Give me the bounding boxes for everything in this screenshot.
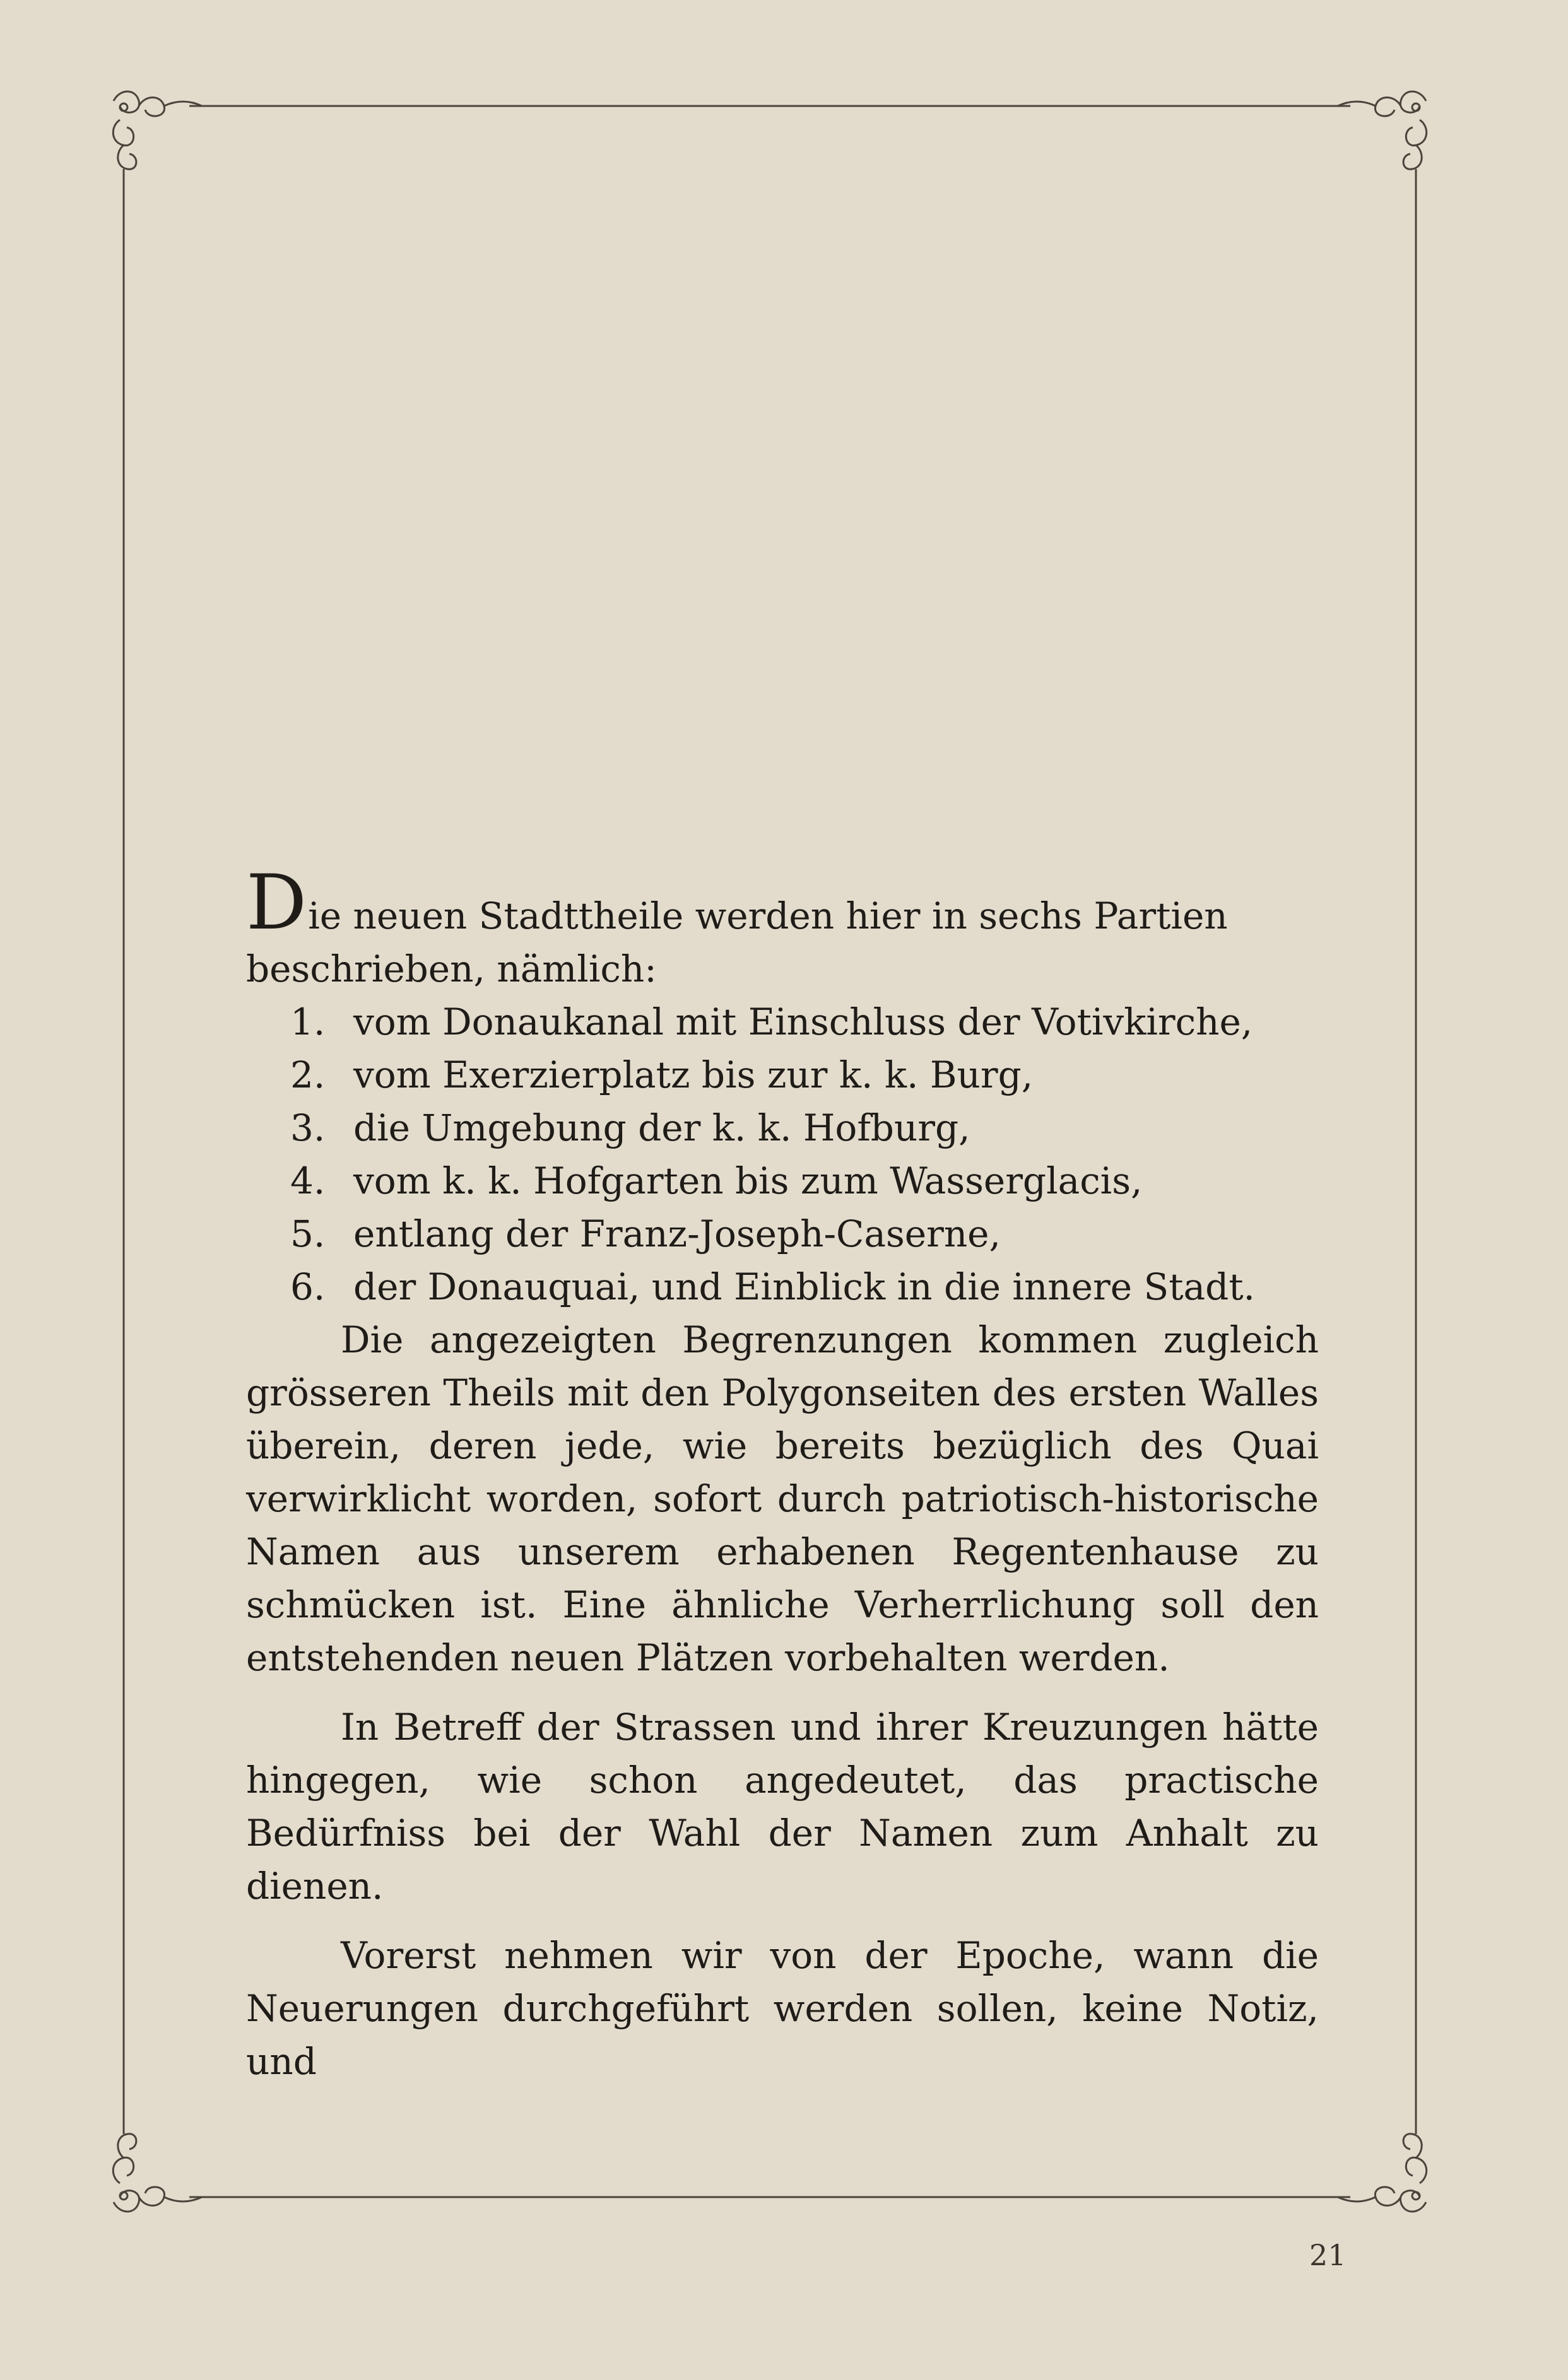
corner-ornament-bottom-left-icon [113, 2107, 215, 2212]
page-number: 21 [1309, 2238, 1347, 2272]
list-item [246, 1101, 1319, 1154]
paragraph-epoch: Vorerst nehmen wir von der Epoche, wann die Neuerungen durchgeführt werden sollen, keine Notiz, und [246, 1934, 1319, 2083]
intro-paragraph [246, 859, 1319, 995]
list-number: 1. [290, 1000, 326, 1043]
list-text: vom Donaukanal mit Einschluss der Votivkirche, [353, 1000, 1253, 1043]
corner-ornament-top-right-icon [1325, 91, 1427, 189]
list-text: vom Exerzierplatz bis zur k. k. Burg, [353, 1053, 1034, 1096]
list-number: 4. [290, 1159, 326, 1202]
list-text: entlang der Franz-Joseph-Caserne, [353, 1212, 1001, 1255]
list-number: 2. [290, 1053, 326, 1096]
list-item [246, 1048, 1319, 1101]
list-text: vom k. k. Hofgarten bis zum Wasserglacis, [353, 1159, 1143, 1202]
body-text [246, 859, 1319, 2088]
corner-ornament-bottom-right-icon [1325, 2107, 1427, 2212]
paragraph-streets: In Betreff der Strassen und ihrer Kreuzungen hätte hingegen, wie schon angedeutet, das practische Bedürfniss bei der Wahl der Namen zum Anhalt zu dienen. [246, 1706, 1319, 1908]
list-text: der Donauquai, und Einblick in die innere Stadt. [353, 1265, 1255, 1308]
intro-text: ie neuen Stadttheile werden hier in sechs Partien beschrieben, nämlich: [246, 894, 1228, 990]
list-number: 6. [290, 1265, 326, 1308]
list-item [246, 1207, 1319, 1260]
list-text: die Umgebung der k. k. Hofburg, [353, 1106, 970, 1149]
drop-cap: D [246, 859, 307, 947]
list-item [246, 995, 1319, 1048]
list-item [246, 1260, 1319, 1313]
list-number: 3. [290, 1106, 326, 1149]
corner-ornament-top-left-icon [113, 91, 215, 189]
list-item [246, 1154, 1319, 1207]
paragraph-boundaries: Die angezeigten Begrenzungen kommen zugleich grösseren Theils mit den Polygonseiten des ersten Walles überein, deren jede, wie bereits bezüglich des Quai verwirklicht worden, sofort durch patriotisch-historische Namen aus unserem erhabenen Regentenhause zu schmücken ist. Eine ähnliche Verherrlichung soll den entstehenden neuen Plätzen vorbehalten werden. [246, 1318, 1319, 1679]
list-number: 5. [290, 1212, 326, 1255]
district-list [246, 995, 1319, 1313]
